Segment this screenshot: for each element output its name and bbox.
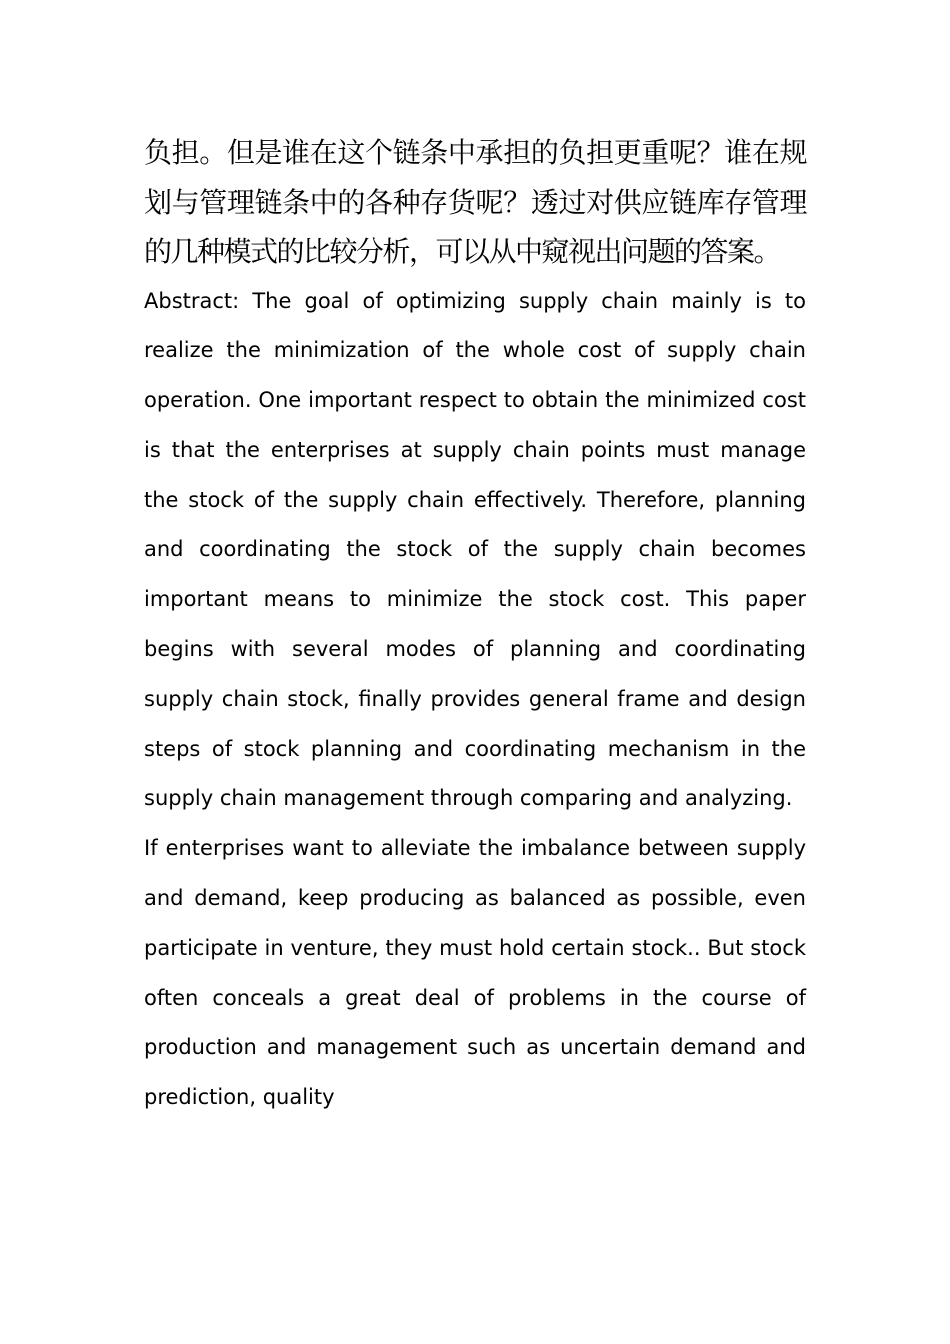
document-page xyxy=(144,128,806,1123)
english-abstract-paragraph: Abstract: The goal of optimizing supply chain mainly is to realize the minimization of the whole cost of supply chain operation. One important respect to obtain the minimized cost is that the enterprises at supply chain points must manage the stock of the supply chain effectively. Therefore, planning and coordinating the stock of the supply chain becomes important means to minimize the stock cost. This paper begins with several modes of planning and coordinating supply chain stock, finally provides general frame and design steps of stock planning and coordinating mechanism in the supply chain management through comparing and analyzing. xyxy=(144,288,806,811)
chinese-abstract-paragraph: 负担。但是谁在这个链条中承担的负担更重呢？谁在规划与管理链条中的各种存货呢？透过对供应链库存管理的几种模式的比较分析，可以从中窥视出问题的答案。 xyxy=(144,136,806,268)
body-paragraph: If enterprises want to alleviate the imbalance between supply and demand, keep producing as balanced as possible, even participate in venture, they must hold certain stock.. But stock often conceals a great deal of problems in the course of production and management such as uncertain demand and prediction, quality xyxy=(144,836,806,1110)
